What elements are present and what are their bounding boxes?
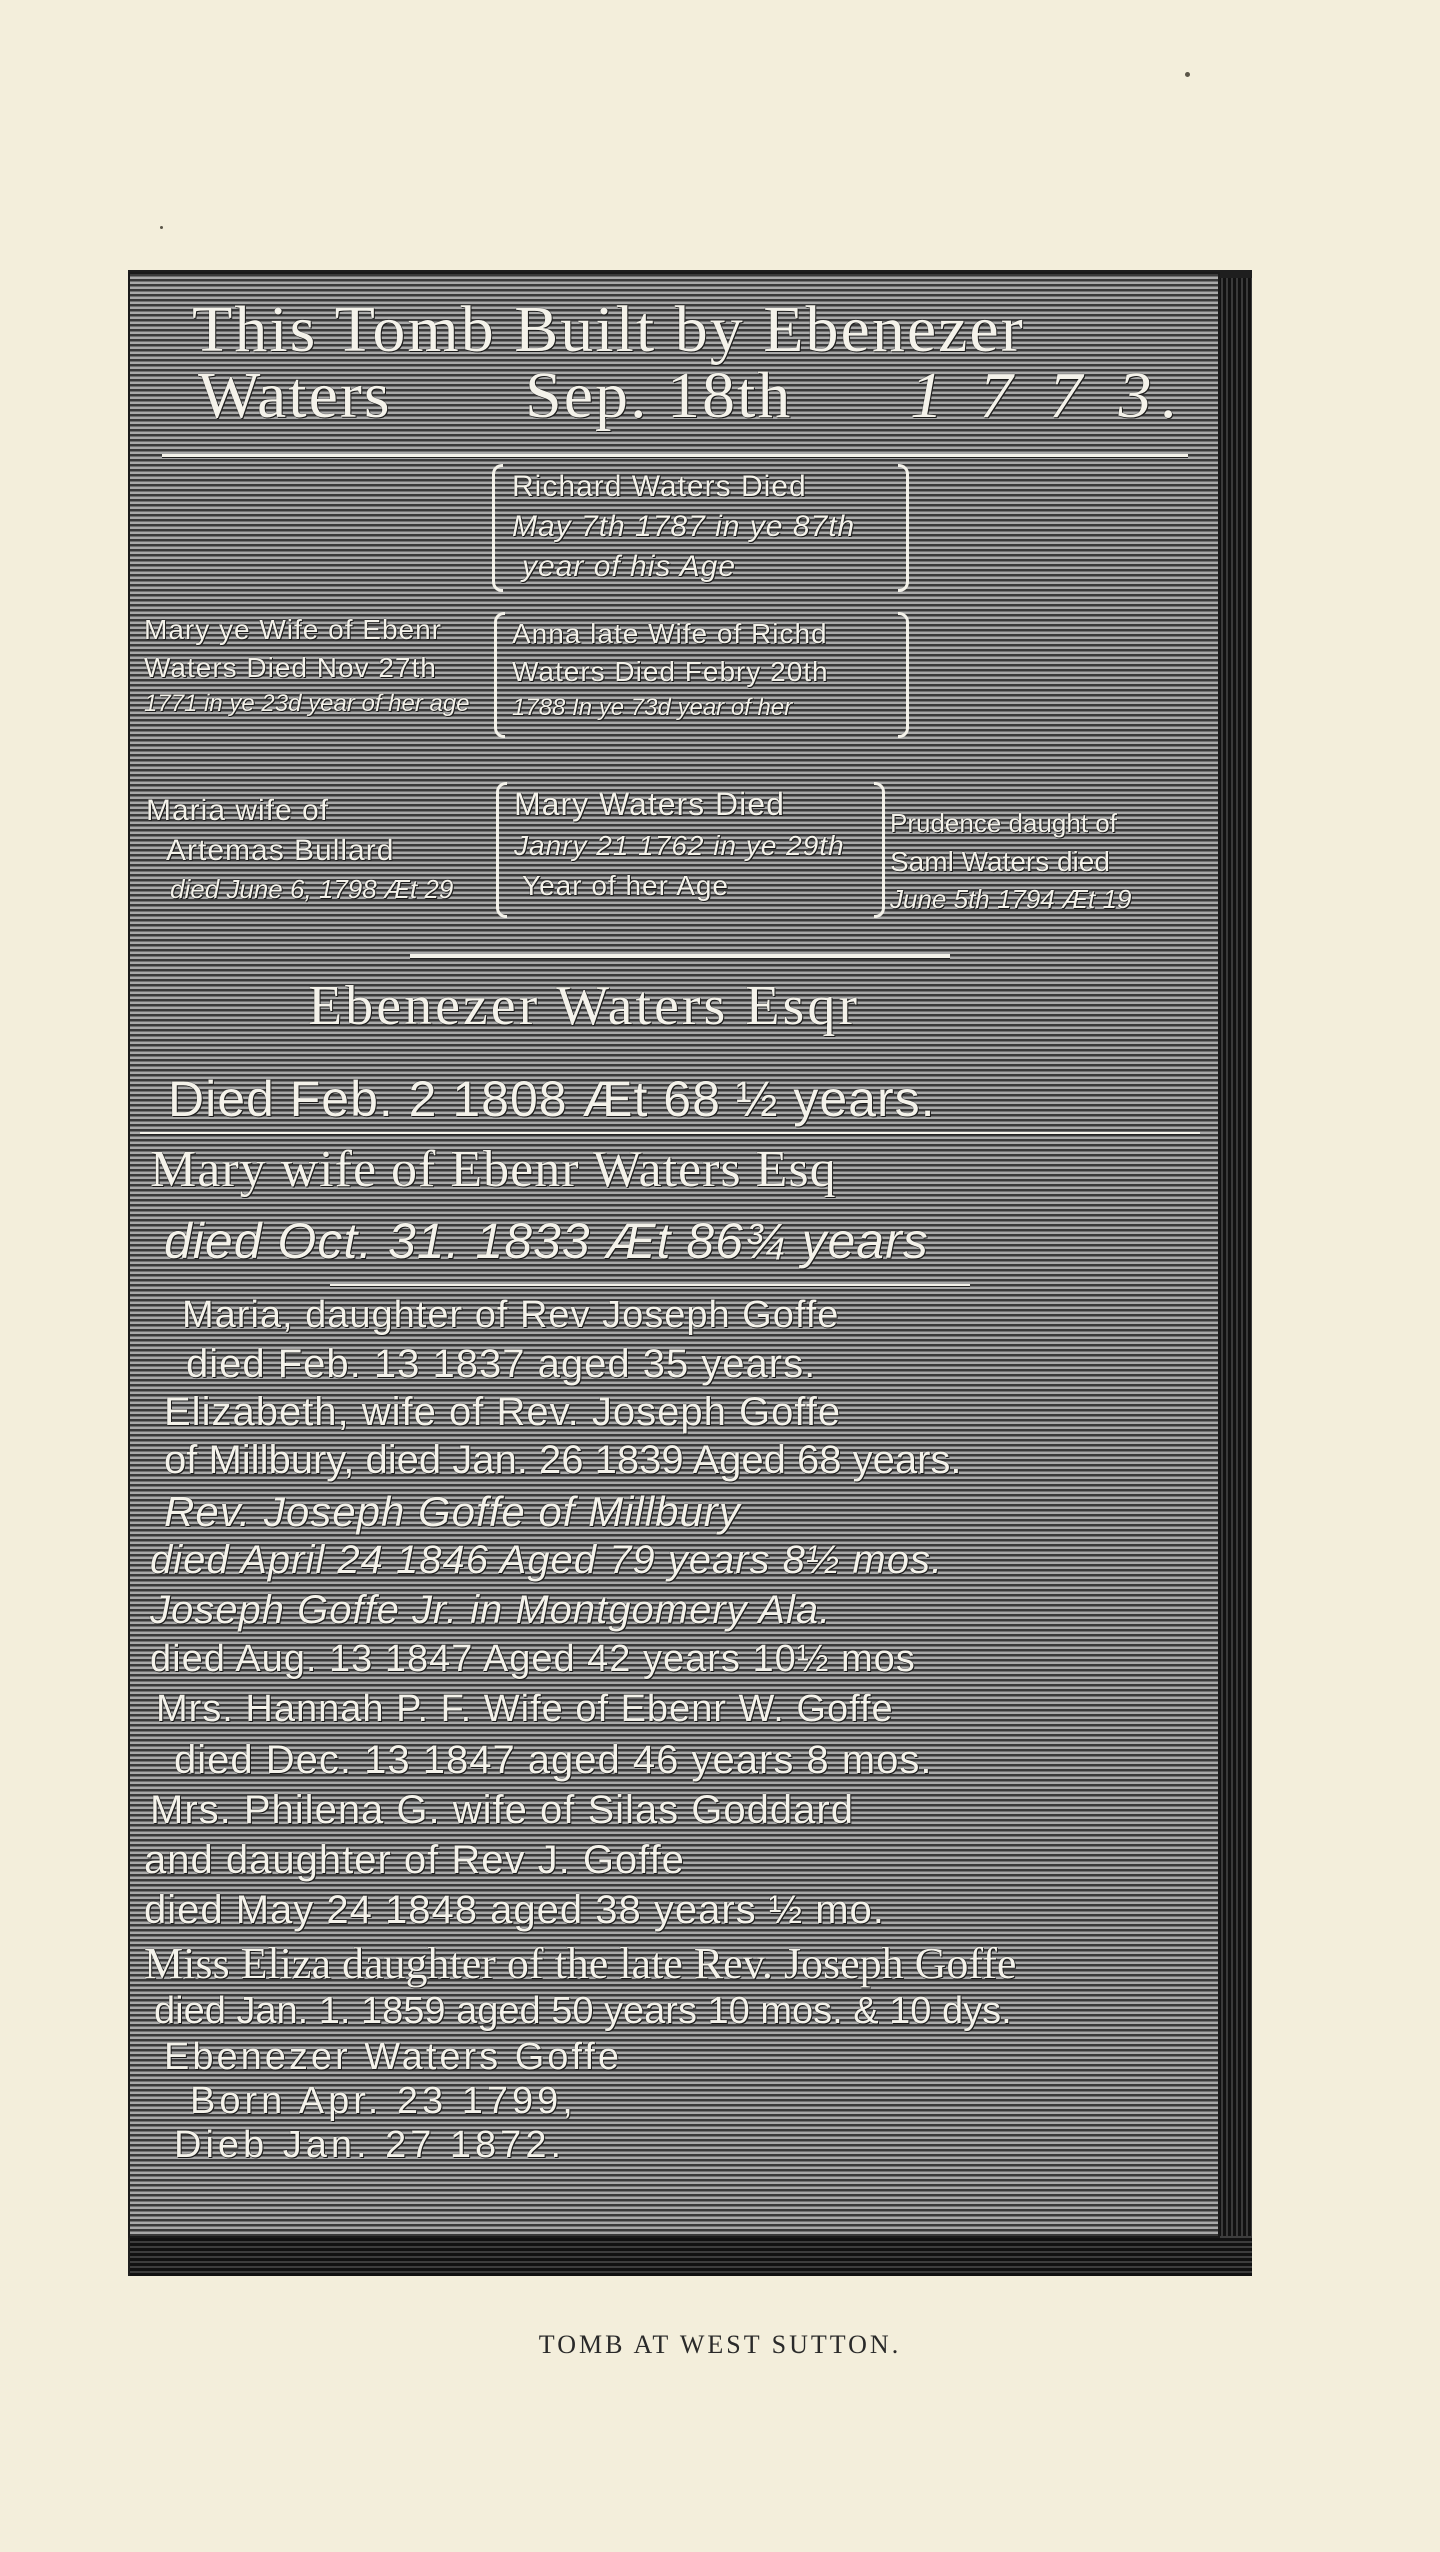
inscription-line: Mrs. Philena G. wife of Silas Goddard [150, 1788, 854, 1832]
inscription-line: died Jan. 1. 1859 aged 50 years 10 mos. & 10 dys. [154, 1990, 1012, 2032]
tomb-side-edge [1218, 278, 1252, 2274]
prudence-line-3: June 5th 1794 Æt 19 [890, 884, 1132, 914]
richard-line-1: Richard Waters Died [512, 470, 807, 503]
header-line-1: This Tomb Built by Ebenezer [192, 293, 1025, 366]
inscription-line: and daughter of Rev J. Goffe [144, 1838, 685, 1882]
header-waters: Waters [198, 359, 392, 432]
prudence-line-2: Saml Waters died [890, 846, 1110, 877]
inscription-line: Rev. Joseph Goffe of Millbury [164, 1488, 741, 1535]
tomb-inscription-panel [128, 272, 1220, 2238]
page-speck [1185, 72, 1190, 77]
line-rule [330, 1284, 970, 1286]
page-speck [160, 226, 163, 229]
inscription-line: died May 24 1848 aged 38 years ½ mo. [144, 1888, 885, 1932]
inscription-line: died Aug. 13 1847 Aged 42 years 10½ mos [150, 1638, 916, 1680]
inscription-line: Maria, daughter of Rev Joseph Goffe [182, 1294, 840, 1336]
tomb-bottom-edge [130, 2236, 1252, 2276]
richard-line-2: May 7th 1787 in ye 87th [512, 510, 856, 543]
mary-waters-line-1: Mary Waters Died [514, 786, 785, 822]
brace-left [496, 782, 507, 918]
inscription-line: Mary wife of Ebenr Waters Esq [150, 1141, 837, 1198]
brace-right [898, 464, 909, 592]
brace-left [492, 464, 503, 592]
inscription-line: died Oct. 31. 1833 Æt 86¾ years [164, 1213, 929, 1269]
inscription-line: Mrs. Hannah P. F. Wife of Ebenr W. Goffe [156, 1688, 894, 1730]
inscription-line: of Millbury, died Jan. 26 1839 Aged 68 years. [164, 1438, 962, 1482]
prudence-line-1: Prudence daught of [890, 808, 1117, 838]
brace-right [898, 612, 909, 738]
figure-caption: TOMB AT WEST SUTTON. [538, 2330, 902, 2359]
inscription-line: Born Apr. 23 1799, [190, 2080, 577, 2122]
inscription-line: Joseph Goffe Jr. in Montgomery Ala. [150, 1588, 832, 1632]
ornamental-rule [410, 954, 950, 958]
header-rule [162, 454, 1188, 457]
header-date: Sep. 18th [525, 359, 793, 432]
mary-eben-line-3: 1771 in ye 23d year of her age [144, 690, 470, 717]
line-rule [140, 1132, 1200, 1134]
mary-waters-line-3: Year of her Age [522, 870, 730, 901]
mary-eben-line-2: Waters Died Nov 27th [144, 652, 437, 683]
anna-line-3: 1788 In ye 73d year of her [512, 694, 793, 721]
inscription-line: died Dec. 13 1847 aged 46 years 8 mos. [174, 1738, 933, 1782]
inscription-line: died April 24 1846 Aged 79 years 8½ mos. [150, 1538, 944, 1582]
brace-right [874, 782, 885, 918]
anna-line-1: Anna late Wife of Richd [512, 618, 828, 649]
maria-bullard-line-1: Maria wife of [146, 794, 330, 827]
inscription-line: Ebenezer Waters Goffe [164, 2036, 622, 2078]
mary-eben-line-1: Mary ye Wife of Ebenr [144, 614, 442, 645]
inscription-line: Died Feb. 2 1808 Æt 68 ½ years. [168, 1071, 936, 1127]
header-year: 1 7 7 3. [910, 359, 1188, 432]
maria-bullard-line-2: Artemas Bullard [166, 834, 395, 867]
anna-line-2: Waters Died Febry 20th [512, 656, 829, 687]
inscription-line: Elizabeth, wife of Rev. Joseph Goffe [164, 1390, 842, 1434]
richard-line-3: year of his Age [522, 550, 736, 583]
inscription-line: Dieb Jan. 27 1872. [174, 2124, 566, 2166]
inscription-line: died Feb. 13 1837 aged 35 years. [186, 1342, 817, 1386]
maria-bullard-line-3: died June 6, 1798 Æt 29 [170, 874, 454, 904]
inscription-line: Miss Eliza daughter of the late Rev. Joseph Goffe [144, 1939, 1017, 1988]
ebenezer-esq-title: Ebenezer Waters Esqr [308, 975, 860, 1037]
mary-waters-line-2: Janry 21 1762 in ye 29th [514, 830, 845, 861]
brace-left [494, 612, 505, 738]
